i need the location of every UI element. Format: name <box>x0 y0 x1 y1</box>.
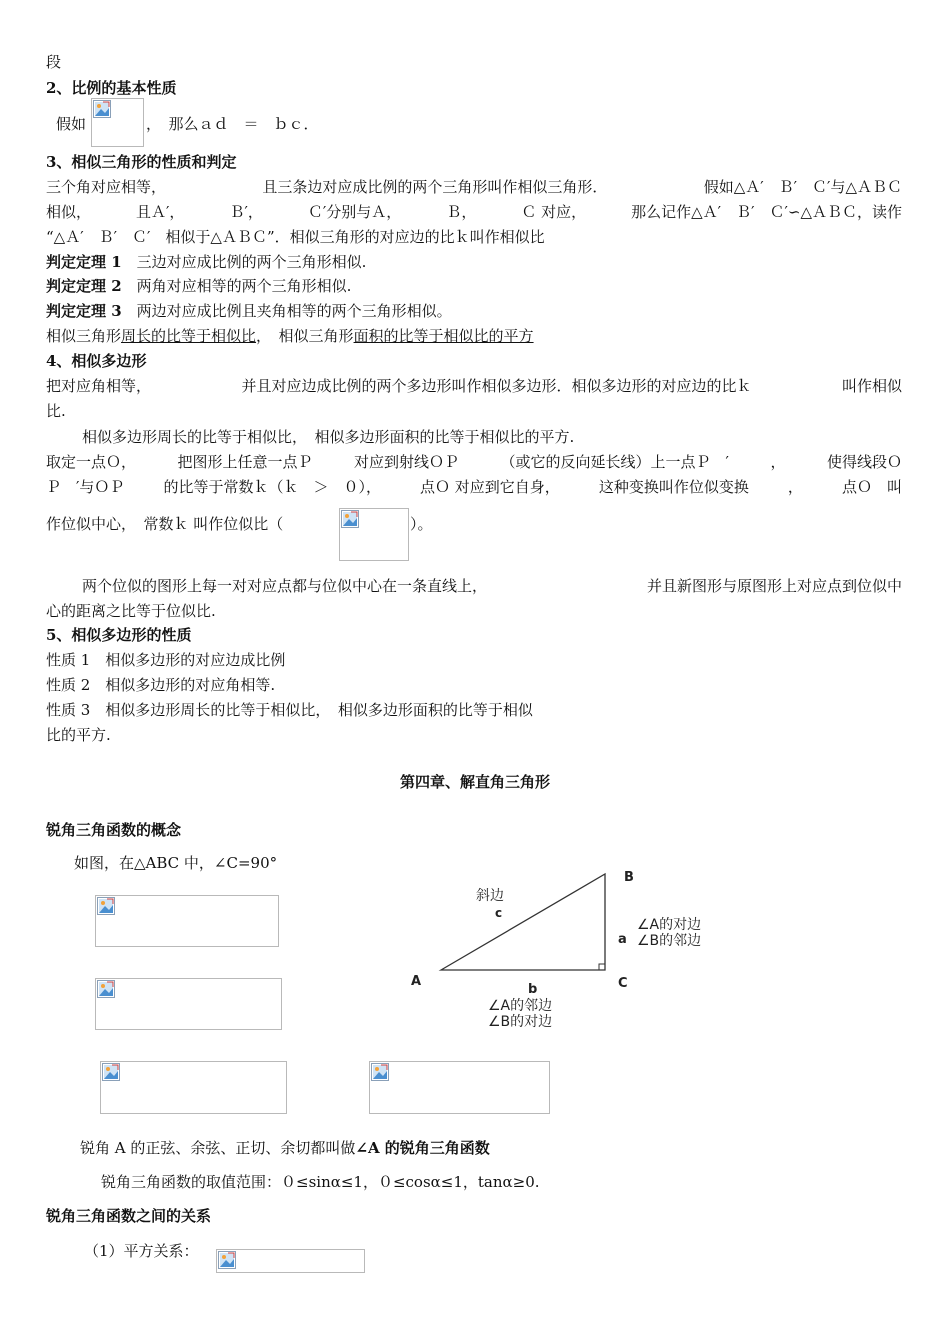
text: Ｃ 对应， <box>521 203 587 221</box>
heading-2: 2、比例的基本性质 <box>46 79 177 97</box>
hypotenuse-label: 斜边 <box>476 888 504 904</box>
formula-image-2 <box>339 508 409 561</box>
text: 两角对应相等的两个三角形相似. <box>121 277 352 295</box>
text: 点Ｏ 叫 <box>841 478 902 496</box>
section-title-trig: 锐角三角函数的概念 <box>46 821 182 839</box>
text: ， 相似三角形 <box>256 327 354 345</box>
trig-range: 锐角三角函数的取值范围：０≤sinα≤1，０≤cosα≤1，tanα≥0. <box>101 1173 540 1191</box>
theorem-1 <box>46 252 366 272</box>
definition-line-1 <box>46 177 902 197</box>
text: 对应到射线ＯＰ <box>354 453 460 471</box>
vertex-b-label: B <box>624 870 634 885</box>
text: 假如 <box>56 115 87 133</box>
homothety-line-3: 作位似中心， 常数ｋ 叫作位似比（ <box>46 515 284 533</box>
broken-image-icon <box>102 1063 120 1081</box>
formula-image-4 <box>95 978 282 1030</box>
vertex-c-label: C <box>618 976 628 991</box>
text: 把图形上任意一点Ｐ <box>177 453 313 471</box>
side-c-label: c <box>495 906 503 920</box>
text: Ｂ， <box>446 203 477 221</box>
text: 并且对应边成比例的两个多边形叫作相似多边形．相似多边形的对应边的比ｋ <box>241 377 752 395</box>
text: 且三条边对应成比例的两个三角形叫作相似三角形． <box>262 178 608 196</box>
polygon-ratio-line: 相似多边形周长的比等于相似比， 相似多边形面积的比等于相似比的平方. <box>82 428 575 446</box>
text: 锐角 A 的正弦、余弦、正切、余切都叫做 <box>80 1139 356 1157</box>
formula-image-3 <box>95 895 279 947</box>
text: 那么记作△Ａ′ Ｂ′ Ｃ′∽△ＡＢＣ，读作 <box>631 203 902 221</box>
formula-image-1 <box>91 98 144 147</box>
triangle-shape <box>441 874 605 970</box>
broken-image-icon <box>218 1251 236 1269</box>
text: Ｐ ′与ＯＰ <box>46 478 125 496</box>
square-relation: （1）平方关系： <box>84 1242 199 1260</box>
heading-3: 3、相似三角形的性质和判定 <box>46 153 237 171</box>
polygon-def-line-2: 比. <box>46 402 66 420</box>
text: Ｃ′分别与Ａ， <box>307 203 402 221</box>
homothety-prop-line-1 <box>82 576 902 596</box>
homothety-prop-line-2: 心的距离之比等于位似比. <box>46 602 216 620</box>
text: 这种变换叫作位似变换 <box>598 478 749 496</box>
text: 使得线段Ｏ <box>826 453 902 471</box>
formula-image-7 <box>216 1249 365 1273</box>
bold-text: ∠A 的锐角三角函数 <box>355 1139 490 1157</box>
broken-image-icon <box>93 100 111 118</box>
property-3-cont: 比的平方. <box>46 726 111 744</box>
underlined-text: 面积的比等于相似比的平方 <box>353 327 534 345</box>
side-b-label: b <box>528 982 538 997</box>
text: 叫作相似 <box>841 377 902 395</box>
text: 三边对应成比例的两个三角形相似. <box>121 253 367 271</box>
definition-line-2 <box>46 202 902 222</box>
trig-intro: 如图，在△ABC 中，∠C=90° <box>74 854 278 872</box>
text: 假如△Ａ′ Ｂ′ Ｃ′与△ＡＢＣ <box>703 178 902 196</box>
heading-4: 4、相似多边形 <box>46 352 147 370</box>
fragment-line: 段 <box>46 53 62 71</box>
polygon-def-line-1 <box>46 376 902 396</box>
adjacent-b-label: ∠B的邻边 <box>637 933 702 949</box>
theorem-2 <box>46 276 351 296</box>
side-a-label: a <box>618 932 627 947</box>
right-angle-mark <box>599 964 605 970</box>
property-2: 性质 2 相似多边形的对应角相等. <box>46 676 276 694</box>
homothety-line-3-end: ）。 <box>410 515 433 533</box>
text: ， <box>770 453 786 471</box>
text: 相似， <box>46 203 92 221</box>
trig-function-def <box>80 1138 490 1158</box>
similar-ratio-line <box>46 326 534 346</box>
text: 两个位似的图形上每一对对应点都与位似中心在一条直线上， <box>82 577 488 595</box>
broken-image-icon <box>97 980 115 998</box>
property-3: 性质 3 相似多边形周长的比等于相似比， 相似多边形面积的比等于相似 <box>46 701 533 719</box>
text: Ｂ′， <box>229 203 263 221</box>
opposite-a-label: ∠A的对边 <box>637 917 702 933</box>
homothety-line-2 <box>46 477 902 497</box>
text: 且Ａ′， <box>136 203 185 221</box>
definition-line-3: “△Ａ′ Ｂ′ Ｃ′ 相似于△ＡＢＣ”．相似三角形的对应边的比ｋ叫作相似比 <box>46 228 545 246</box>
chapter-title: 第四章、解直角三角形 <box>399 773 550 791</box>
text: 相似三角形 <box>46 327 122 345</box>
right-triangle-diagram <box>400 865 740 1040</box>
text: 两边对应成比例且夹角相等的两个三角形相似。 <box>121 302 452 320</box>
text: 并且新图形与原图形上对应点到位似中 <box>646 577 902 595</box>
text: 三个角对应相等， <box>46 178 167 196</box>
theorem-3 <box>46 301 452 321</box>
underlined-text: 周长的比等于相似比 <box>121 327 257 345</box>
text: 的比等于常数ｋ（ｋ ＞ ０）， <box>163 478 381 496</box>
broken-image-icon <box>341 510 359 528</box>
theorem-label: 判定定理 2 <box>46 277 122 295</box>
homothety-line-1 <box>46 452 902 472</box>
property-1: 性质 1 相似多边形的对应边成比例 <box>46 651 286 669</box>
heading-5: 5、相似多边形的性质 <box>46 626 192 644</box>
text: ， <box>787 478 803 496</box>
opposite-b-label: ∠B的对边 <box>488 1014 553 1030</box>
text: 把对应角相等， <box>46 377 152 395</box>
formula-image-6 <box>369 1061 550 1114</box>
formula-image-5 <box>100 1061 287 1114</box>
section-title-relations: 锐角三角函数之间的关系 <box>46 1207 212 1225</box>
broken-image-icon <box>371 1063 389 1081</box>
adjacent-a-label: ∠A的邻边 <box>488 998 553 1014</box>
text: 取定一点Ｏ， <box>46 453 137 471</box>
theorem-label: 判定定理 1 <box>46 253 122 271</box>
vertex-a-label: A <box>411 974 422 989</box>
theorem-label: 判定定理 3 <box>46 302 122 320</box>
proportion-result: ， 那么ａｄ ＝ ｂｃ． <box>146 115 319 133</box>
text: 点Ｏ 对应到它自身， <box>420 478 560 496</box>
proportion-property <box>56 114 86 134</box>
broken-image-icon <box>97 897 115 915</box>
text: （或它的反向延长线）上一点Ｐ ′ <box>500 453 729 471</box>
